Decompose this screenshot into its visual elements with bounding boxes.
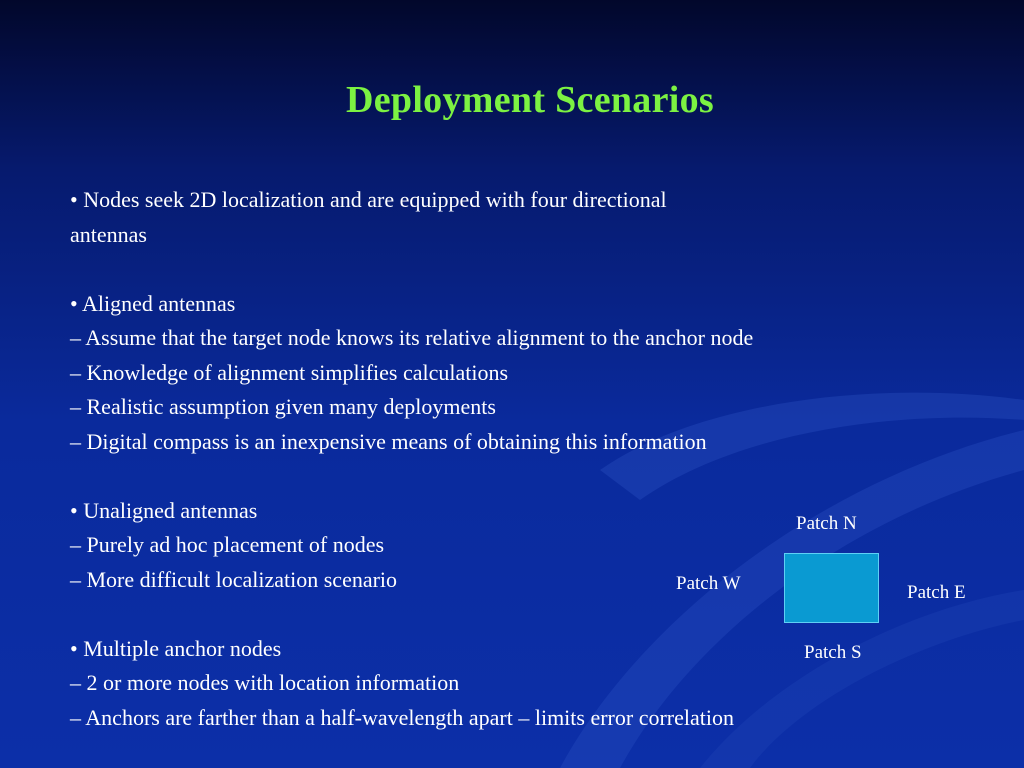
sub-line: – Knowledge of alignment simplifies calculations — [70, 359, 509, 385]
sub-line: – More difficult localization scenario — [70, 566, 398, 592]
slide-title: Deployment Scenarios — [345, 79, 715, 121]
bullet-line: • Multiple anchor nodes — [70, 635, 282, 661]
sub-line: – Realistic assumption given many deployments — [70, 394, 496, 419]
bullet-line: • Unaligned antennas — [70, 497, 258, 523]
sub-line: – Anchors are farther than a half-wavelength apart – limits error correlation — [70, 704, 734, 730]
sub-line: – 2 or more nodes with location information — [70, 670, 460, 695]
patch-n-label: Patch N — [796, 513, 857, 534]
sub-line: – Digital compass is an inexpensive means of obtaining this information — [70, 428, 707, 454]
sub-line: – Purely ad hoc placement of nodes — [70, 532, 385, 557]
patch-w-label: Patch W — [676, 573, 741, 594]
node-square — [784, 553, 879, 623]
bullet-line: • Aligned antennas — [70, 290, 236, 316]
patch-e-label: Patch E — [907, 582, 966, 603]
sub-line: – Assume that the target node knows its relative alignment to the anchor node — [70, 325, 754, 350]
bullet-line: • Nodes seek 2D localization and are equipped with four directional — [70, 187, 667, 212]
patch-s-label: Patch S — [804, 642, 862, 663]
bullet-line: antennas — [70, 221, 147, 247]
